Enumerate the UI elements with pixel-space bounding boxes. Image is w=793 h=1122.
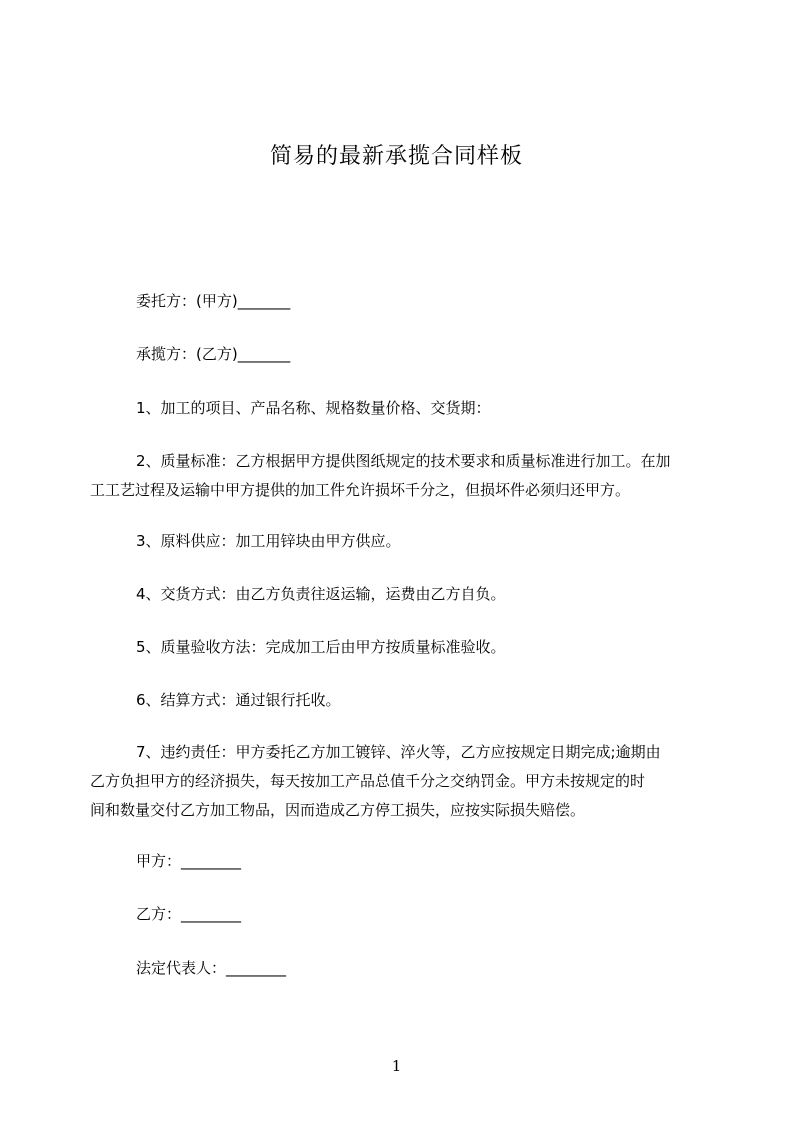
- clause-6: 6、结算方式：通过银行托收。: [136, 691, 341, 709]
- legal-representative-signature: 法定代表人：________: [136, 959, 287, 977]
- clause-7: [136, 738, 661, 767]
- clause-2: [136, 447, 671, 476]
- clause-2-continuation: [90, 476, 630, 505]
- party-b-signature: 乙方：________: [136, 905, 242, 923]
- clause-7-line-2: 乙方负担甲方的经济损失，每天按加工产品总值千分之交纳罚金。甲方未按规定的时: [90, 772, 646, 790]
- clause-4: 4、交货方式：由乙方负责往返运输，运费由乙方自负。: [136, 585, 506, 603]
- clause-7-continuation: [90, 767, 645, 825]
- clause-2-line-2: 工工艺过程及运输中甲方提供的加工件允许损坏千分之，但损坏件必须归还甲方。: [90, 481, 631, 499]
- clause-7-line-1: 7、违约责任：甲方委托乙方加工镀锌、淬火等，乙方应按规定日期完成;逾期由: [136, 743, 661, 761]
- clause-7-line-3: 间和数量交付乙方加工物品，因而造成乙方停工损失，应按实际损失赔偿。: [90, 801, 586, 819]
- document-title: 简易的最新承揽合同样板: [269, 144, 523, 169]
- contractor-line: 承揽方：(乙方)_______: [136, 345, 291, 363]
- clause-1: 1、加工的项目、产品名称、规格数量价格、交货期：: [136, 399, 491, 417]
- entrusting-party-line: 委托方：(甲方)_______: [136, 292, 291, 310]
- clause-3: 3、原料供应：加工用锌块由甲方供应。: [136, 532, 401, 550]
- page-number: 1: [391, 1057, 402, 1075]
- clause-5: 5、质量验收方法：完成加工后由甲方按质量标准验收。: [136, 638, 506, 656]
- party-a-signature: 甲方：________: [136, 852, 242, 870]
- clause-2-line-1: 2、质量标准：乙方根据甲方提供图纸规定的技术要求和质量标准进行加工。在加: [136, 452, 671, 470]
